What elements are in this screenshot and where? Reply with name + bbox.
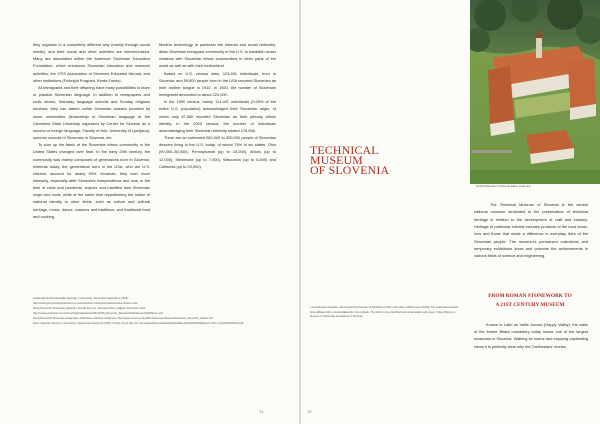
paragraph: Based on U.S. census data, 123,631 individuals, born in Slovenia, and 59,800 people born in the USA reported Slovenian as their mother tongue in 1910. In 1920, the number of Slovenian immigrants amounted to about 220,000. (159, 70, 276, 98)
source-note: Izseljenska društva Republike Slovenije v Clevelandu. Slovenska izseljenska 1 (2019). (33, 297, 129, 300)
title-line: OF SLOVENIA (310, 163, 390, 178)
source-note: http://ceecleemslovene.ver.umbc.edu/ppbooks/about/256112769_Klemencic_Slovene%20Settlements%20Sloven.pdf (33, 311, 163, 315)
paragraph: The Technical Museum of Slovenia is the central national museum dedicated to the preservation of technical heritage in relation to the development of craft and industry. Heritage of particular interest includes products of the local know-how and those that made a difference in everyday lives of the Slovenian people. The museum's permanent collections and temporary exhibitions show and promote the achievements in various fields of science and engineering. (474, 202, 588, 259)
intro-paragraph (474, 201, 588, 260)
page-number-left: 71 (259, 409, 264, 414)
paragraph: Modern technology, in particular the Internet and social networks, allow Slovenian immigrant community in the U.S. to establish closer relations with Slovenian ethnic communities in other parts of the world as well as with their motherland. (159, 42, 276, 69)
text-column-1 (33, 41, 150, 220)
title-line: TECHNICAL (310, 143, 379, 157)
page-title (310, 145, 460, 176)
heading-line: A 21ST CENTURY MUSEUM (495, 302, 565, 308)
photo-caption: Technical Museum of Slovenia, Bistra, aerial view (476, 185, 531, 188)
source-notes (33, 297, 283, 326)
footnote: 1 A Carthusian monastery was founded by Duke Ahn of Carinthia in 1260 in the valley of Bistra near Vrhnika. The Carthusians wanted to be affiliated with a contemplative life in the solitude. The order's rules prescribed self-contemplation and prayer. Today, Bistra is a Museum of Carthusian monasteries in Slovenia. (310, 306, 458, 318)
section-heading (470, 292, 590, 310)
paragraph: In the 1990 census, barely 124,437 individuals (0.05% of the entire U.S. population) acknowledged their Slovenian origin, of which only 87,580 reported Slovenian as their primary ethnic identity. In the 2000 census, the number of individuals acknowledging their Slovenian ethnicity totaled 176,696. (159, 99, 276, 133)
paragraph: To sum up the fabric of the Slovenian ethnic community in the United States changed over time. In the early 20th century, the community was mainly composed of generations born in Slovenia, whereas today, the generations born in the USA, who are U.S. citizens, account for nearly 90%. However, they ever more intensely, especially after Slovenia's independence and now, in the time of crisis and pandemic, explore and manifest their Slovenian origin and roots, while at the same time repositioning the notion of national identity to other fields, such as culture and cultural heritage, music, dance, customs and traditions, and traditional food and cooking. (33, 142, 150, 219)
page-number-right: 72 (307, 409, 312, 414)
right-page (300, 0, 600, 424)
source-note: Janez Stanonik, Slovenci v Clevelandu. Zgodovinski časopis 51 (1997) 3 (104), 21-24, Bicc 2/1: Clevelandu/Slovenski/Enaki/Nešto/Besedilo%20PDFP94Slovar-4761-1-13:101990145101.pdf (33, 321, 244, 325)
paragraph: There are an estimated 260,000 to 300,000 people of Slovenian descent living in the U.S. today, of whom 75% in six states: Ohio (90,000–80,000), Pennsylvania (up to 15,000), Illinois (up to 12,000), Minnesota (up to 7,000), Wisconsin (up to 6,500) and California (up to 20,000). (159, 135, 276, 169)
museum-aerial-photo (470, 0, 600, 184)
paragraph: they organize in a completely different way (mainly through social media), and their social and other activities are interest-based. Many are associated within the American Slovenian Education Foundation, which enhances Slovenian education and research activities, the VTIS Association of Slovenes Educated Abroad, and other institutions (Fulbright Program, Kerde Funds). (33, 42, 150, 83)
source-note: Nezaj Klemenčič, Slovenska migracija v Ameriki Soj zvez. Slovenija 2019, Ljubljana: Slovensko, 2021. (33, 306, 146, 310)
paragraph: Known in Latin as Vallis Jocosa (Happy Valley), the walls of the former Bistra monastery today house one of the largest museums in Slovenia. Walking its rooms and enjoying captivating views it is perfectly clear why the Carthusians' monks, (474, 322, 588, 349)
source-note: Nezaj Klemenčič, Slovenska izseljenska v ZDA danes dobrotnik izseljencev, http://www2.arnes.si/~hkrelili/Conferences/Slovene/Klemencic_Slovenian_Settlers.htm (33, 316, 214, 320)
heading-line: FROM ROMAN STONEWORK TO (488, 293, 572, 299)
body-text (474, 321, 588, 350)
title-line: MUSEUM (310, 153, 363, 168)
book-gutter (299, 0, 301, 424)
text-column-2 (159, 41, 276, 170)
source-note: https://www.gov.si/podrocja/slovenci-po-svetu/slovenci-zunaj-slovenije/slovenske-drzave-v-zda (33, 301, 138, 305)
paragraph: All immigrants and their offspring have many possibilities to learn or practice Slovenian language. In addition to newspapers and radio shows, Saturday language schools and Sunday religious services, they can attend online Slovenian classes provided by some universities (lectureship of Slovenian language at the Cleveland State University organized by Center for Slovene as a second or foreign language, Faculty of Arts, University of Ljubljana), summer schools of Slovenian in Slovenia, etc. (33, 84, 150, 141)
